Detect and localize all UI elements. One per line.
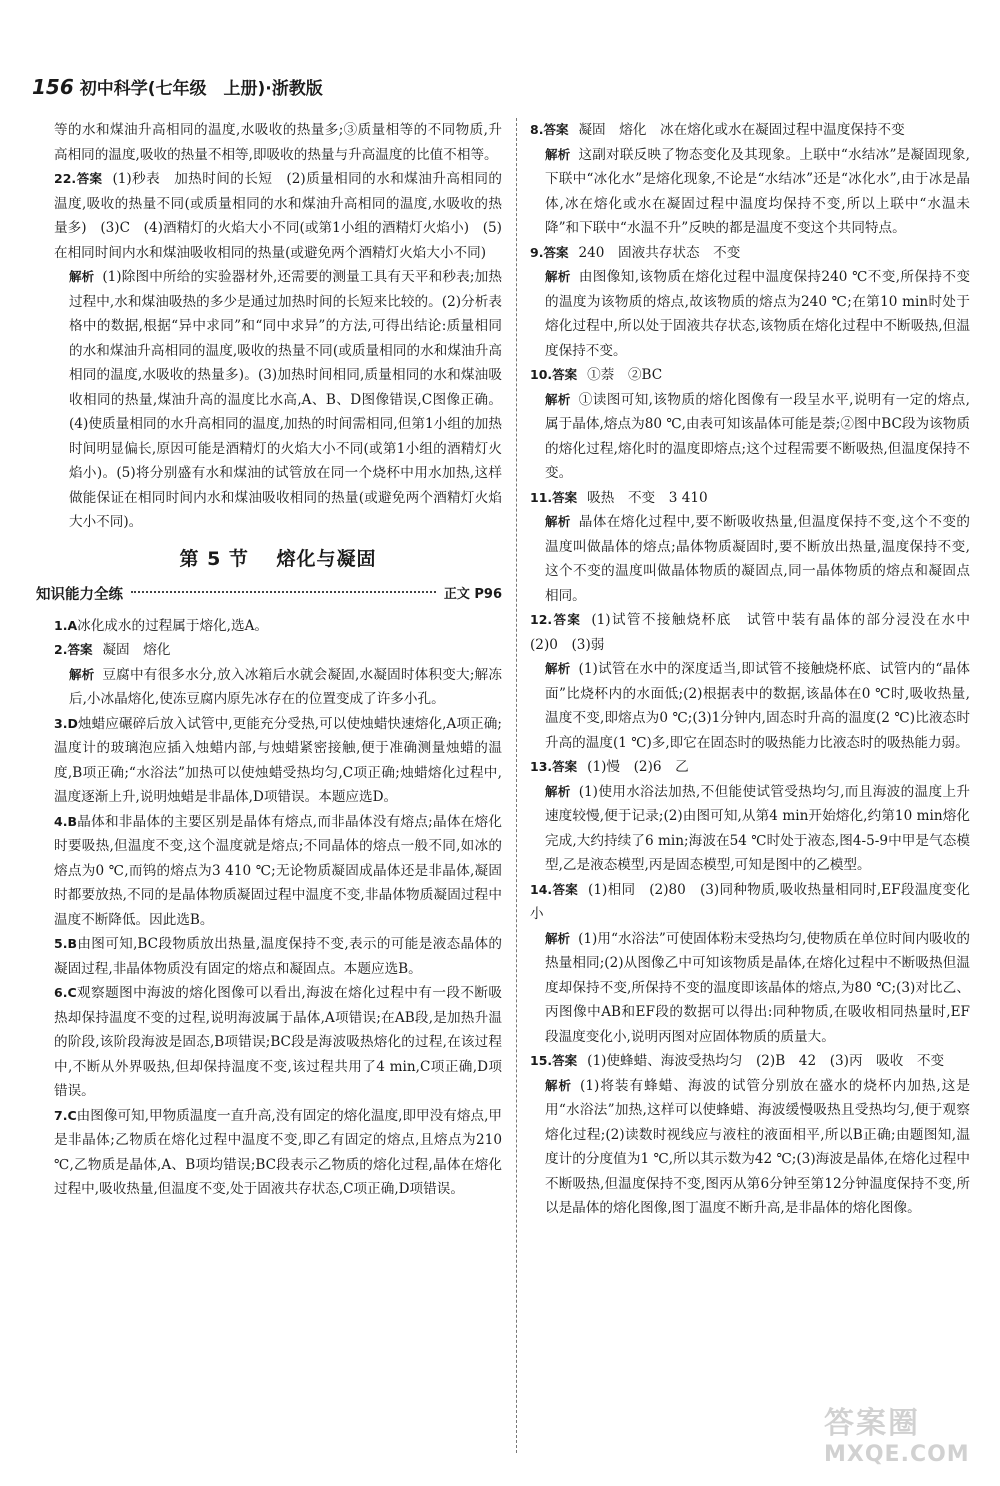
- explain-line: [530, 780, 970, 878]
- explain-text: 豆腐中有很多水分,放入冰箱后水就会凝固,水凝固时体积变大;解冻后,小冰晶熔化,使冻豆腐内原先冰存在的位置变成了许多小孔。: [69, 666, 502, 707]
- question-number: 13.: [530, 759, 553, 774]
- answer-line: [54, 638, 502, 663]
- answer-line: [530, 1049, 970, 1074]
- question-number: 10.: [530, 367, 553, 382]
- question-number: 1.A: [54, 617, 78, 633]
- answer-text: 晶体和非晶体的主要区别是晶体有熔点,而非晶体没有熔点;晶体在熔化时要吸热,但温度不变,这个温度就是熔点;不同晶体的熔点一般不同,如冰的熔点为0 ℃,而钨的熔点为3 410 ℃;无论物质凝固成晶体还是非晶体,凝固时都要放热,不同的是晶体物质凝固过程中温度不变,非晶体物质凝固过程中温度不断降低。因此选B。: [54, 813, 502, 928]
- explain-line: [530, 143, 970, 241]
- explain-label: 解析: [545, 146, 571, 162]
- answer-line: [530, 486, 970, 511]
- answer-line: [54, 1104, 502, 1202]
- section-bar-ref: 正文 P96: [443, 587, 502, 602]
- answer-text: (1)使蜂蜡、海波受热均匀 (2)B 42 (3)丙 吸收 不变: [587, 1053, 945, 1069]
- answer-line: [530, 118, 970, 143]
- question-number: 7.C: [54, 1107, 77, 1123]
- explain-line: [530, 265, 970, 363]
- answer-text: (1)相同 (2)80 (3)同种物质,吸收热量相同时,EF段温度变化小: [530, 881, 970, 922]
- right-column: [530, 118, 984, 1221]
- explain-text: (1)使用水浴法加热,不但能使试管受热均匀,而且海波的温度上升速度较慢,便于记录;(2)由图可知,从第4 min开始熔化,约第10 min熔化完成,大约持续了6 min;海波在54 ℃时处于液态,图4-5-9中甲是气态模型,乙是液态模型,丙是固态模型,可知是图中的乙模型。: [545, 783, 970, 873]
- answer-text: 由图像可知,甲物质温度一直升高,没有固定的熔化温度,即甲没有熔点,甲是非晶体;乙物质在熔化过程中温度不变,即乙有固定的熔点,且熔点为210 ℃,乙物质是晶体,A、B项均错误;BC段表示乙物质的熔化过程,晶体在熔化过程中,吸收热量,但温度不变,处于固液共存状态,C项正确,D项错误。: [54, 1107, 502, 1197]
- question-number: 6.C: [54, 985, 77, 1000]
- answer-item: [530, 755, 970, 878]
- explain-label: 解析: [545, 783, 571, 799]
- answer-text: (1)试管不接触烧杯底 试管中装有晶体的部分浸没在水中 (2)0 (3)弱: [530, 612, 984, 653]
- question-number: 2.: [54, 642, 68, 657]
- answer-item: [530, 118, 970, 241]
- question-number: 4.B: [54, 813, 77, 829]
- explain-line: [530, 510, 970, 608]
- book-title: 初中科学(七年级 上册)·浙教版: [79, 79, 323, 99]
- watermark-logo: 答案圈: [824, 1406, 920, 1441]
- question-number: 15.: [530, 1053, 553, 1068]
- answer-item: [54, 981, 502, 1104]
- answer-label: 答案: [552, 881, 579, 897]
- answer-text: 由图可知,BC段物质放出热量,温度保持不变,表示的可能是液态晶体的凝固过程,非晶体物质没有固定的熔点和凝固点。本题应选B。: [54, 936, 502, 977]
- answer-label: 答案: [552, 612, 582, 627]
- answer-label: 答案: [543, 122, 569, 137]
- explain-label: 解析: [545, 930, 571, 946]
- explain-line: [530, 657, 970, 755]
- section-bar: [36, 583, 502, 608]
- question-number: 5.B: [54, 936, 77, 951]
- explain-text: ①读图可知,该物质的熔化图像有一段呈水平,说明有一定的熔点,属于晶体,熔点为80 ℃,由表可知该晶体可能是萘;②图中BC段为该物质的熔化过程,熔化时的温度即熔点;这个过程需要不断吸热,但温度保持不变。: [545, 391, 970, 481]
- answer-item: [530, 363, 970, 486]
- question-number: 12.: [530, 612, 553, 627]
- explain-line: [54, 265, 502, 535]
- explain-label: 解析: [69, 666, 95, 682]
- answer-item: [54, 712, 502, 810]
- answer-label: 答案: [552, 759, 578, 774]
- answer-item: [54, 167, 502, 535]
- question-number: 3.D: [54, 715, 78, 731]
- explain-line: [54, 663, 502, 712]
- explain-text: 晶体在熔化过程中,要不断吸收热量,但温度保持不变,这个不变的温度叫做晶体的熔点;晶体物质凝固时,要不断放出热量,温度保持不变,这个不变的温度叫做晶体物质的凝固点,同一晶体物质的熔点和凝固点相同。: [545, 514, 970, 604]
- explain-label: 解析: [545, 1077, 573, 1093]
- answer-line: [54, 712, 502, 810]
- explain-line: [530, 1074, 970, 1221]
- left-column: [36, 118, 502, 1202]
- answer-line: [54, 810, 502, 933]
- answer-label: 答案: [552, 367, 578, 382]
- explain-label: 解析: [545, 514, 571, 529]
- answer-text: ①萘 ②BC: [587, 367, 663, 383]
- explain-label: 解析: [545, 661, 571, 676]
- answer-text: 冰化成水的过程属于熔化,选A。: [77, 617, 268, 634]
- column-divider: [516, 118, 517, 1453]
- dotted-leader: [131, 591, 436, 593]
- answer-label: 答案: [543, 244, 569, 260]
- explain-text: 这副对联反映了物态变化及其现象。上联中“水结冰”是凝固现象,下联中“冰化水”是熔化现象,不论是“水结冰”还是“冰化水”,由于冰是晶体,冰在熔化或水在凝固过程中温度均保持不变,所以上联中“水温未降”和下联中“水温不升”反映的都是温度不变这个共同特点。: [545, 146, 970, 236]
- answer-line: [530, 363, 970, 388]
- answer-text: (1)秒表 加热时间的长短 (2)质量相同的水和煤油升高相同的温度,吸收的热量不同(或质量相同的水和煤油升高相同的温度,水吸收的热量多) (3)C (4)酒精灯的火焰大小不同(或第1小组的酒精灯火焰小) (5)在相同时间内水和煤油吸收相同的热量(或避免两个酒精灯火焰大小不同): [54, 171, 502, 261]
- answer-label: 答案: [67, 642, 93, 657]
- answer-item: [530, 486, 970, 609]
- page-header: [32, 74, 323, 99]
- answer-item: [54, 810, 502, 933]
- answer-line: [54, 614, 502, 639]
- question-number: 14.: [530, 881, 553, 897]
- explain-line: [530, 388, 970, 486]
- answer-item: [54, 638, 502, 712]
- answer-item: [54, 118, 502, 167]
- answer-line: [54, 932, 502, 981]
- watermark: [824, 1398, 994, 1478]
- answer-text: 凝固 熔化 冰在熔化或水在凝固过程中温度保持不变: [578, 122, 905, 138]
- answer-item: [530, 1049, 970, 1221]
- explain-text: 由图像知,该物质在熔化过程中温度保持240 ℃不变,所保持不变的温度为该物质的熔点,故该物质的熔点为240 ℃;在第10 min时处于熔化过程中,所以处于固液共存状态,该物质在熔化过程中不断吸热,但温度保持不变。: [545, 269, 970, 359]
- answer-text: (1)慢 (2)6 乙: [587, 759, 689, 775]
- answer-item: [54, 614, 502, 639]
- answer-text: 观察题图中海波的熔化图像可以看出,海波在熔化过程中有一段不断吸热却保持温度不变的过程,说明海波属于晶体,A项错误;在AB段,是加热升温的阶段,该阶段海波是固态,B项错误;BC段是海波吸热熔化的过程,在该过程中,不断从外界吸热,但却保持温度不变,该过程共用了4 min,C项正确,D项错误。: [54, 985, 502, 1099]
- question-number: 22.: [54, 171, 77, 186]
- explain-text: (1)试管在水中的深度适当,即试管不接触烧杯底、试管内的“晶体面”比烧杯内的水面低;(2)根据表中的数据,该晶体在0 ℃时,吸收热量,温度不变,即熔点为0 ℃;(3)1分钟内,固态时升高的温度(2 ℃)比液态时升高的温度(1 ℃)多,即它在固态时的吸热能力比液态时的吸热能力弱。: [545, 661, 970, 751]
- explain-label: 解析: [69, 269, 95, 284]
- answer-text: 吸热 不变 3 410: [587, 489, 708, 506]
- question-number: 8.: [530, 122, 544, 137]
- explain-text: 等的水和煤油升高相同的温度,水吸收的热量多;③质量相等的不同物质,升高相同的温度,吸收的热量不相等,即吸收的热量与升高温度的比值不相等。: [54, 122, 502, 163]
- question-number: 9.: [530, 244, 544, 260]
- answer-text: 烛蜡应碾碎后放入试管中,更能充分受热,可以使烛蜡快速熔化,A项正确;温度计的玻璃泡应插入烛蜡内部,与烛蜡紧密接触,便于准确测量烛蜡的温度,B项正确;“水浴法”加热可以使烛蜡受热均匀,C项正确;烛蜡熔化过程中,温度逐渐上升,说明烛蜡是非晶体,D项错误。本题应选D。: [54, 715, 502, 805]
- answer-line: [530, 608, 984, 657]
- explain-text: (1)用“水浴法”可使固体粉末受热均匀,使物质在单位时间内吸收的热量相同;(2)从图像乙中可知该物质是晶体,在熔化过程中不断吸热但温度却保持不变,所保持不变的温度即该晶体的熔点,为80 ℃;(3)对比乙、丙图像中AB和EF段的数据可以得出:同种物质,在吸收相同热量时,EF段温度变化小,说明丙图对应固体物质的质量大。: [545, 930, 970, 1045]
- answer-item: [530, 241, 970, 364]
- answer-label: 答案: [76, 171, 103, 186]
- answer-line: [54, 167, 502, 265]
- answer-label: 答案: [552, 1053, 578, 1068]
- answer-item: [54, 1104, 502, 1202]
- answer-text: 240 固液共存状态 不变: [578, 244, 741, 261]
- question-number: 11.: [530, 489, 553, 505]
- section-title: 第 5 节 熔化与凝固: [179, 547, 377, 570]
- answer-text: 凝固 熔化: [102, 642, 171, 658]
- explain-label: 解析: [545, 391, 571, 407]
- explain-text: (1)除图中所给的实验器材外,还需要的测量工具有天平和秒表;加热过程中,水和煤油吸热的多少是通过加热时间的长短来比较的。(2)分析表格中的数据,根据“异中求同”和“同中求异”的方法,可得出结论:质量相同的水和煤油升高相同的温度,吸收的热量不同(或质量相同的水和煤油升高相同的温度,水吸收的热量多)。(3)加热时间相同,质量相同的水和煤油吸收相同的热量,煤油升高的温度比水高,A、B、D图像错误,C图像正确。(4)使质量相同的水升高相同的温度,加热的时间需相同,但第1小组的加热时间明显偏长,原因可能是酒精灯的火焰大小不同(或第1小组的酒精灯火焰小)。(5)将分别盛有水和煤油的试管放在同一个烧杯中用水加热,这样做能保证在相同时间内水和煤油吸收相同的热量(或避免两个酒精灯火焰大小不同)。: [69, 269, 502, 530]
- section-bar-label: 知识能力全练: [36, 587, 123, 603]
- answer-line: [54, 981, 502, 1104]
- answer-line: [530, 241, 970, 266]
- explain-line: [530, 927, 970, 1050]
- answer-item: [530, 878, 970, 1050]
- explain-text: (1)将装有蜂蜡、海波的试管分别放在盛水的烧杯内加热,这是用“水浴法”加热,这样可以使蜂蜡、海波缓慢吸热且受热均匀,便于观察熔化过程;(2)读数时视线应与液柱的液面相平,所以B正确;由题图知,温度计的分度值为1 ℃,所以其示数为42 ℃;(3)海波是晶体,在熔化过程中不断吸热,但温度保持不变,图丙从第6分钟至第12分钟温度保持不变,所以是晶体的熔化图像,图丁温度不断升高,是非晶体的熔化图像。: [545, 1077, 970, 1216]
- page-number: 156: [32, 75, 74, 99]
- answer-line: [530, 755, 970, 780]
- answer-label: 答案: [552, 489, 578, 505]
- watermark-url: MXQE.COM: [824, 1442, 970, 1467]
- answer-line: [530, 878, 970, 927]
- answer-item: [530, 608, 984, 755]
- explain-label: 解析: [545, 269, 571, 284]
- answer-item: [54, 932, 502, 981]
- answer-line: [54, 118, 502, 167]
